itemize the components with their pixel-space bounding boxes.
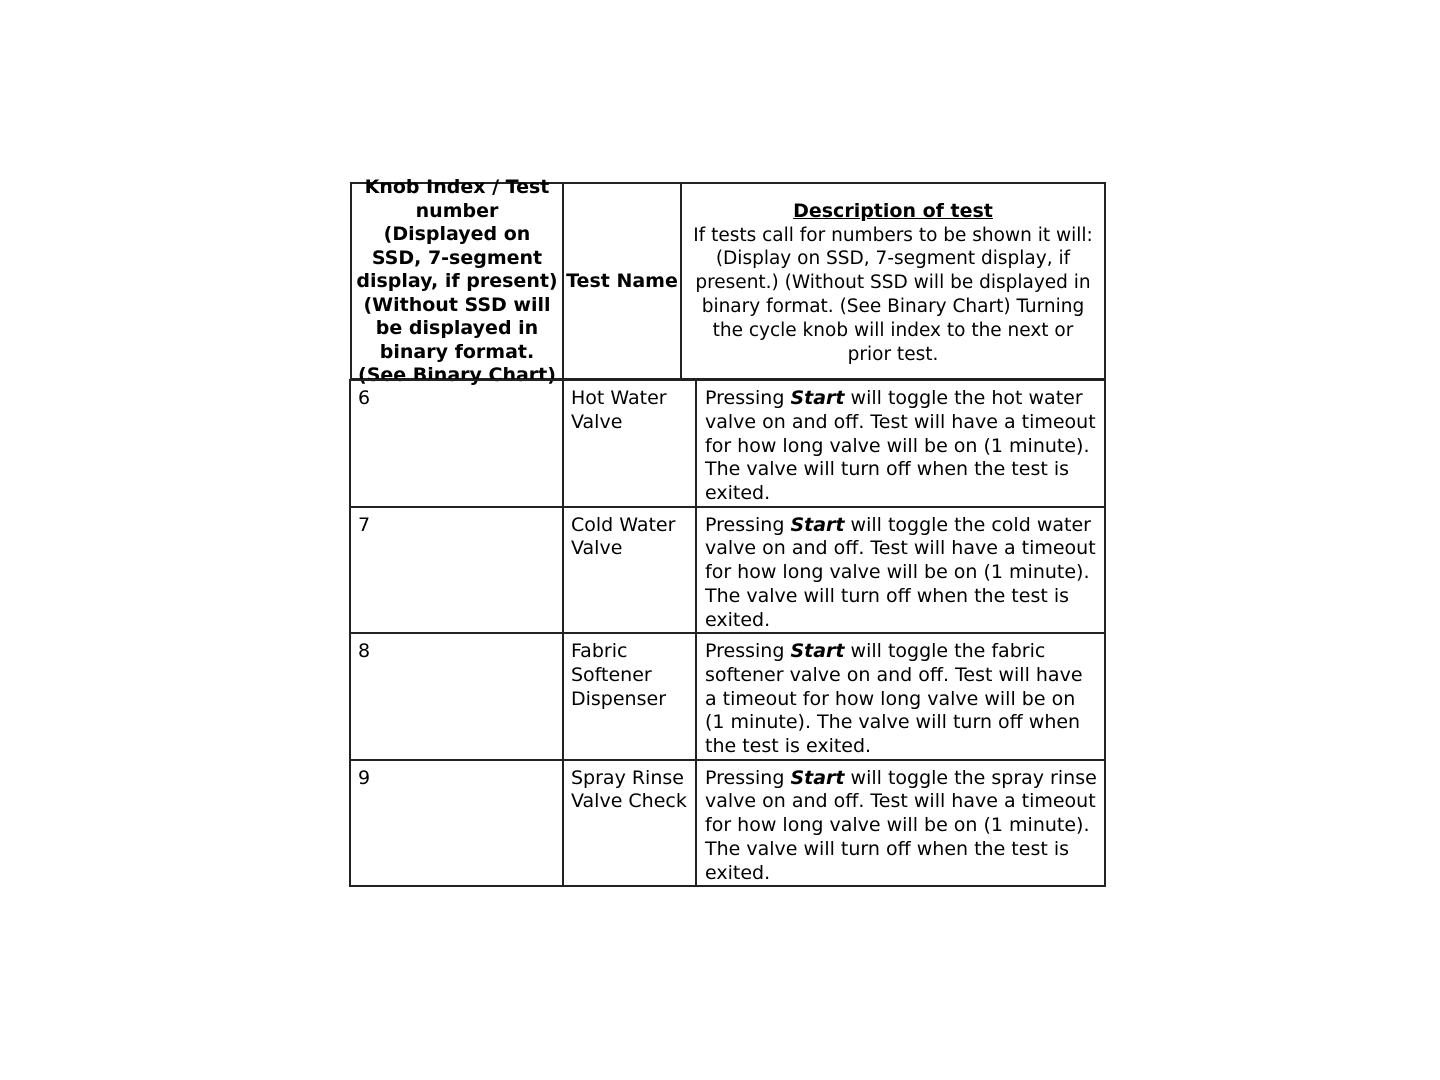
desc-rest: will toggle the spray rinse valve on and off. Test will have a timeout for how long valve will be on (1 minute). The valve will turn off when the test is exited. bbox=[705, 766, 1097, 884]
desc-prefix: Pressing bbox=[705, 387, 791, 409]
header-description-title: Description of test bbox=[793, 199, 993, 222]
header-description-text: If tests call for numbers to be shown it will: (Display on SSD, 7-segment display, if present.) (Without SSD will be displayed in binary format. (See Binary Chart) Turning the cycle knob will index to the next or prior test. bbox=[693, 224, 1093, 365]
row-test-name: Fabric Softener Dispenser bbox=[564, 634, 697, 759]
row-test-name: Cold Water Valve bbox=[564, 508, 697, 633]
desc-prefix: Pressing bbox=[705, 513, 791, 536]
row-test-name: Spray Rinse Valve Check bbox=[564, 761, 697, 886]
table-row bbox=[351, 506, 1104, 633]
desc-prefix: Pressing bbox=[705, 640, 791, 662]
row-description bbox=[697, 634, 1104, 759]
table-body bbox=[349, 379, 1106, 887]
desc-start-emphasis: Start bbox=[790, 387, 845, 409]
row-index: 8 bbox=[351, 634, 564, 759]
row-test-name: Hot Water Valve bbox=[564, 381, 697, 506]
header-description bbox=[682, 184, 1104, 378]
row-description bbox=[697, 381, 1104, 506]
desc-rest: will toggle the cold water valve on and off. Test will have a timeout for how long valve will be on (1 minute). The valve will turn off when the test is exited. bbox=[705, 513, 1096, 631]
header-knob-index: Knob Index / Test number (Displayed on SSD, 7-segment display, if present) (Without SSD will be displayed in binary format. (See Binary Chart) bbox=[352, 184, 564, 378]
desc-rest: will toggle the fabric softener valve on and off. Test will have a timeout for how long valve will be on (1 minute). The valve will turn off when the test is exited. bbox=[705, 640, 1083, 758]
row-index: 7 bbox=[351, 508, 564, 633]
table-row bbox=[351, 379, 1104, 506]
desc-prefix: Pressing bbox=[705, 766, 791, 789]
table-header bbox=[350, 176, 1106, 387]
desc-start-emphasis: Start bbox=[790, 766, 845, 789]
table-row bbox=[351, 632, 1104, 759]
row-index: 9 bbox=[351, 761, 564, 886]
desc-rest: will toggle the hot water valve on and off. Test will have a timeout for how long valve will be on (1 minute). The valve will turn off when the test is exited. bbox=[705, 387, 1096, 505]
table-row bbox=[351, 759, 1104, 886]
desc-start-emphasis: Start bbox=[790, 513, 845, 536]
desc-start-emphasis: Start bbox=[790, 640, 845, 662]
row-description bbox=[697, 508, 1104, 633]
row-description bbox=[697, 761, 1104, 886]
header-test-name: Test Name bbox=[564, 184, 682, 378]
row-index: 6 bbox=[351, 381, 564, 506]
